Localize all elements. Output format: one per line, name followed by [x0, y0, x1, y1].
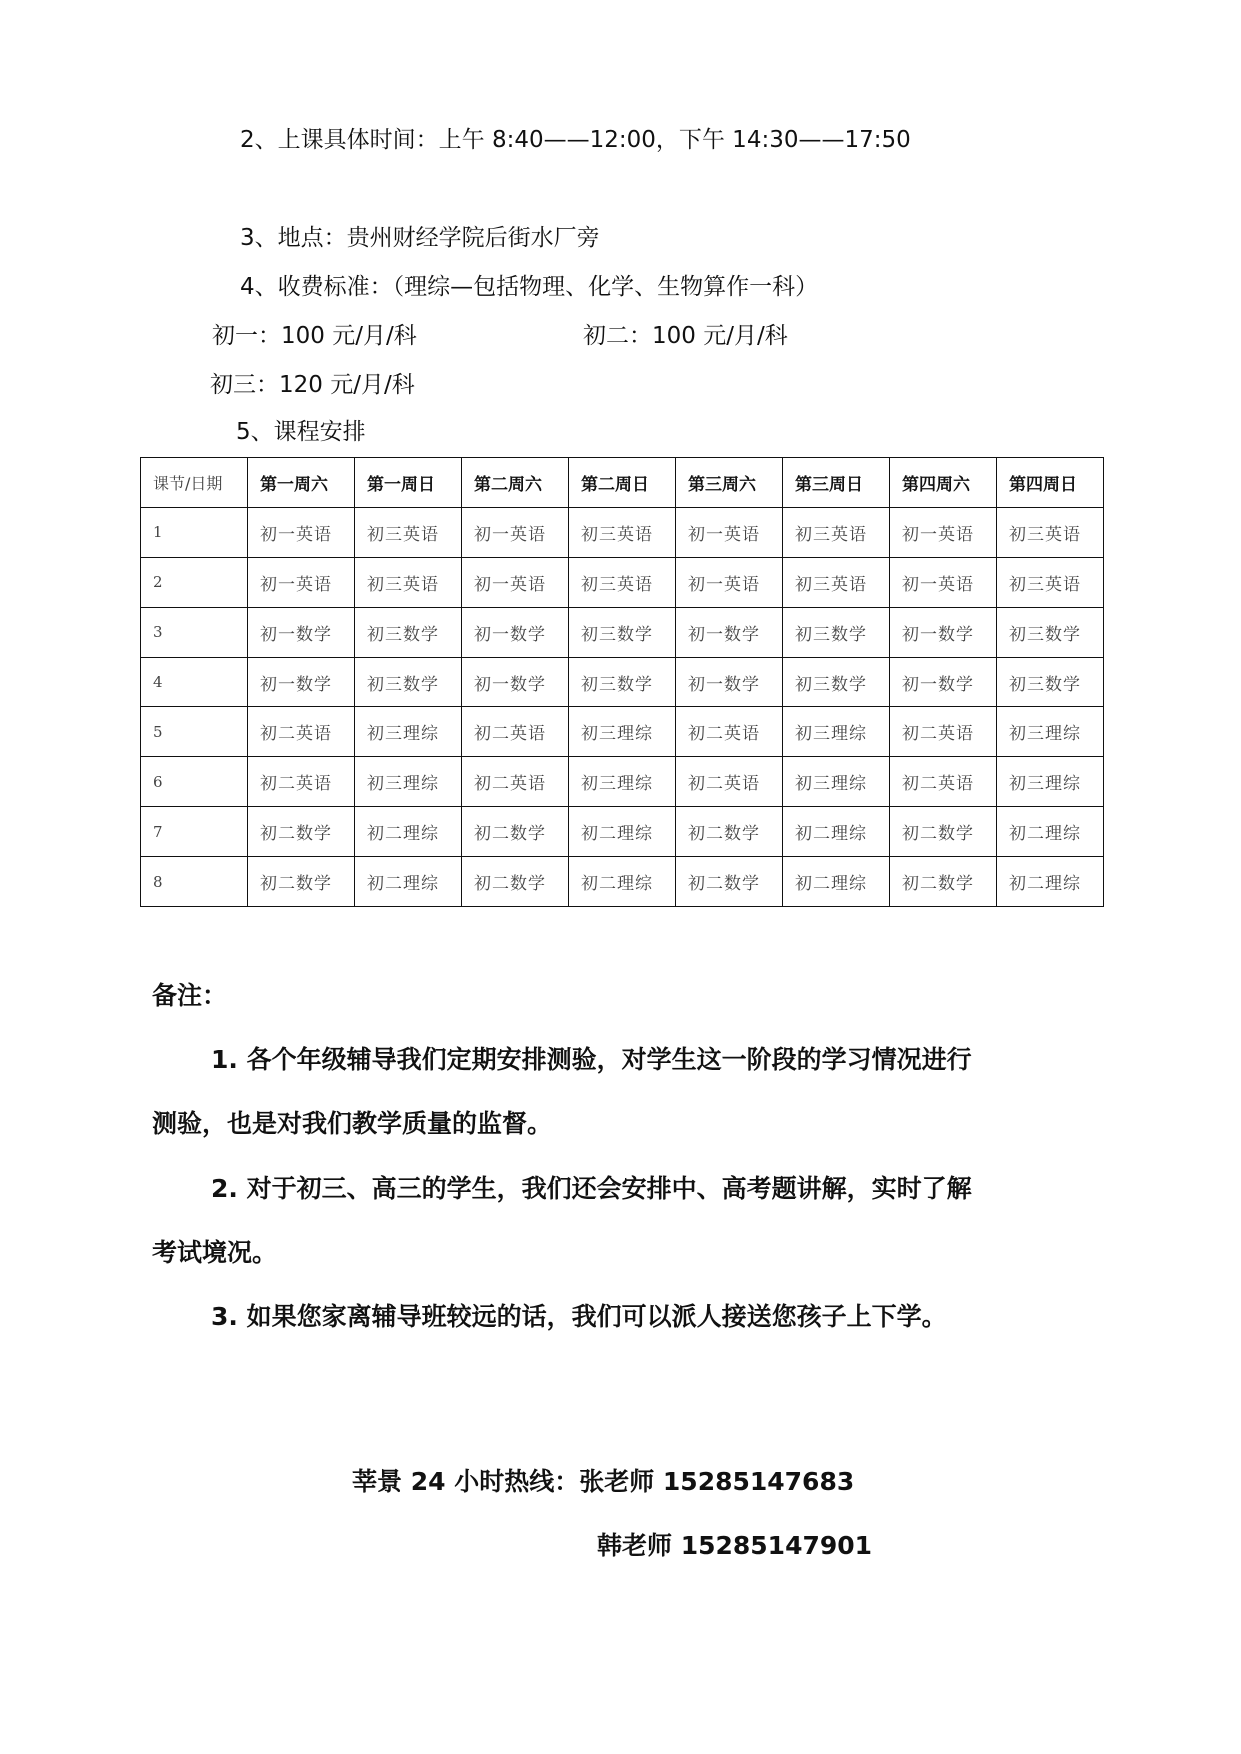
course-cell: 初三英语: [569, 507, 676, 557]
header-cell: 第一周日: [355, 458, 462, 508]
note-1-line-1: 1. 各个年级辅导我们定期安排测验，对学生这一阶段的学习情况进行: [211, 1045, 972, 1074]
course-cell: 初二理综: [997, 807, 1104, 857]
course-cell: 初二英语: [676, 707, 783, 757]
course-cell: 初三理综: [355, 757, 462, 807]
course-cell: 初二理综: [997, 857, 1104, 907]
course-cell: 初一英语: [462, 507, 569, 557]
course-cell: 初三数学: [997, 607, 1104, 657]
course-cell: 初三英语: [569, 557, 676, 607]
course-cell: 初一数学: [890, 607, 997, 657]
table-row: [141, 807, 1104, 857]
header-cell: 第二周六: [462, 458, 569, 508]
hotline-text-2: 韩老师 15285147901: [597, 1531, 873, 1560]
header-cell: 第四周六: [890, 458, 997, 508]
course-cell: 初一数学: [248, 657, 355, 707]
course-cell: 初一英语: [890, 507, 997, 557]
fee-title-text: 4、收费标准：（理综—包括物理、化学、生物算作一科）: [240, 274, 819, 300]
header-cell: 课节/日期: [141, 458, 248, 508]
course-cell: 初一数学: [890, 657, 997, 707]
fee-grade2-text: 初二：100 元/月/科: [583, 323, 788, 349]
table-row: [141, 707, 1104, 757]
table-row: [141, 657, 1104, 707]
header-cell: 第一周六: [248, 458, 355, 508]
course-cell: 初二英语: [890, 707, 997, 757]
schedule-table: [140, 457, 1104, 907]
course-cell: 初三英语: [783, 507, 890, 557]
period-number-cell: 1: [141, 507, 248, 557]
header-cell: 第二周日: [569, 458, 676, 508]
course-cell: 初一英语: [676, 557, 783, 607]
hotline-text: 莘景 24 小时热线：张老师 15285147683: [352, 1467, 855, 1496]
course-cell: 初二数学: [676, 807, 783, 857]
table-row: [141, 557, 1104, 607]
course-cell: 初三理综: [997, 707, 1104, 757]
course-cell: 初一英语: [890, 557, 997, 607]
course-cell: 初三理综: [355, 707, 462, 757]
period-number-cell: 6: [141, 757, 248, 807]
course-cell: 初二英语: [248, 757, 355, 807]
course-cell: 初三数学: [569, 607, 676, 657]
course-cell: 初二英语: [676, 757, 783, 807]
course-cell: 初一英语: [248, 507, 355, 557]
course-cell: 初三理综: [569, 757, 676, 807]
table-row: [141, 607, 1104, 657]
course-cell: 初一英语: [676, 507, 783, 557]
fee-grade1-text: 初一：100 元/月/科: [212, 323, 417, 349]
course-cell: 初二英语: [890, 757, 997, 807]
course-cell: 初三理综: [569, 707, 676, 757]
course-cell: 初三数学: [355, 607, 462, 657]
period-number-cell: 4: [141, 657, 248, 707]
course-cell: 初二数学: [462, 807, 569, 857]
header-cell: 第三周日: [783, 458, 890, 508]
course-cell: 初三理综: [783, 707, 890, 757]
course-cell: 初三数学: [783, 657, 890, 707]
location-text: 3、地点：贵州财经学院后街水厂旁: [240, 225, 600, 251]
course-cell: 初一英语: [462, 557, 569, 607]
period-number-cell: 8: [141, 857, 248, 907]
course-cell: 初一数学: [676, 657, 783, 707]
course-cell: 初二英语: [462, 757, 569, 807]
course-cell: 初三英语: [783, 557, 890, 607]
course-cell: 初三英语: [355, 557, 462, 607]
course-cell: 初二理综: [569, 857, 676, 907]
period-number-cell: 2: [141, 557, 248, 607]
course-cell: 初三英语: [997, 507, 1104, 557]
class-time-text: 2、上课具体时间：上午 8:40——12:00，下午 14:30——17:50: [240, 127, 911, 153]
period-number-cell: 3: [141, 607, 248, 657]
course-cell: 初一数学: [248, 607, 355, 657]
course-cell: 初一英语: [248, 557, 355, 607]
period-number-cell: 5: [141, 707, 248, 757]
course-cell: 初三数学: [355, 657, 462, 707]
note-1-line-2: 测验，也是对我们教学质量的监督。: [152, 1109, 553, 1138]
note-2-line-2: 考试境况。: [152, 1238, 278, 1267]
course-cell: 初二数学: [676, 857, 783, 907]
course-cell: 初三理综: [783, 757, 890, 807]
course-cell: 初二数学: [890, 807, 997, 857]
course-cell: 初二数学: [462, 857, 569, 907]
course-cell: 初二数学: [248, 807, 355, 857]
table-row: [141, 857, 1104, 907]
course-cell: 初三数学: [997, 657, 1104, 707]
course-cell: 初二英语: [248, 707, 355, 757]
note-3: 3. 如果您家离辅导班较远的话，我们可以派人接送您孩子上下学。: [211, 1302, 947, 1331]
header-cell: 第四周日: [997, 458, 1104, 508]
course-cell: 初二理综: [569, 807, 676, 857]
course-cell: 初三英语: [997, 557, 1104, 607]
course-cell: 初二数学: [890, 857, 997, 907]
course-cell: 初二数学: [248, 857, 355, 907]
note-2-line-1: 2. 对于初三、高三的学生，我们还会安排中、高考题讲解，实时了解: [211, 1174, 972, 1203]
course-cell: 初二理综: [355, 807, 462, 857]
course-cell: 初二理综: [783, 807, 890, 857]
course-cell: 初三数学: [569, 657, 676, 707]
table-row: [141, 757, 1104, 807]
period-number-cell: 7: [141, 807, 248, 857]
table-row: [141, 507, 1104, 557]
course-cell: 初一数学: [462, 607, 569, 657]
schedule-title-text: 5、课程安排: [236, 419, 366, 445]
course-cell: 初三数学: [783, 607, 890, 657]
course-cell: 初一数学: [676, 607, 783, 657]
course-cell: 初三理综: [997, 757, 1104, 807]
course-cell: 初二理综: [783, 857, 890, 907]
schedule-header-row: [141, 458, 1104, 508]
notes-title: 备注：: [152, 981, 228, 1010]
header-cell: 第三周六: [676, 458, 783, 508]
course-cell: 初二英语: [462, 707, 569, 757]
course-cell: 初三英语: [355, 507, 462, 557]
course-cell: 初一数学: [462, 657, 569, 707]
fee-grade3-text: 初三：120 元/月/科: [210, 372, 415, 398]
course-cell: 初二理综: [355, 857, 462, 907]
